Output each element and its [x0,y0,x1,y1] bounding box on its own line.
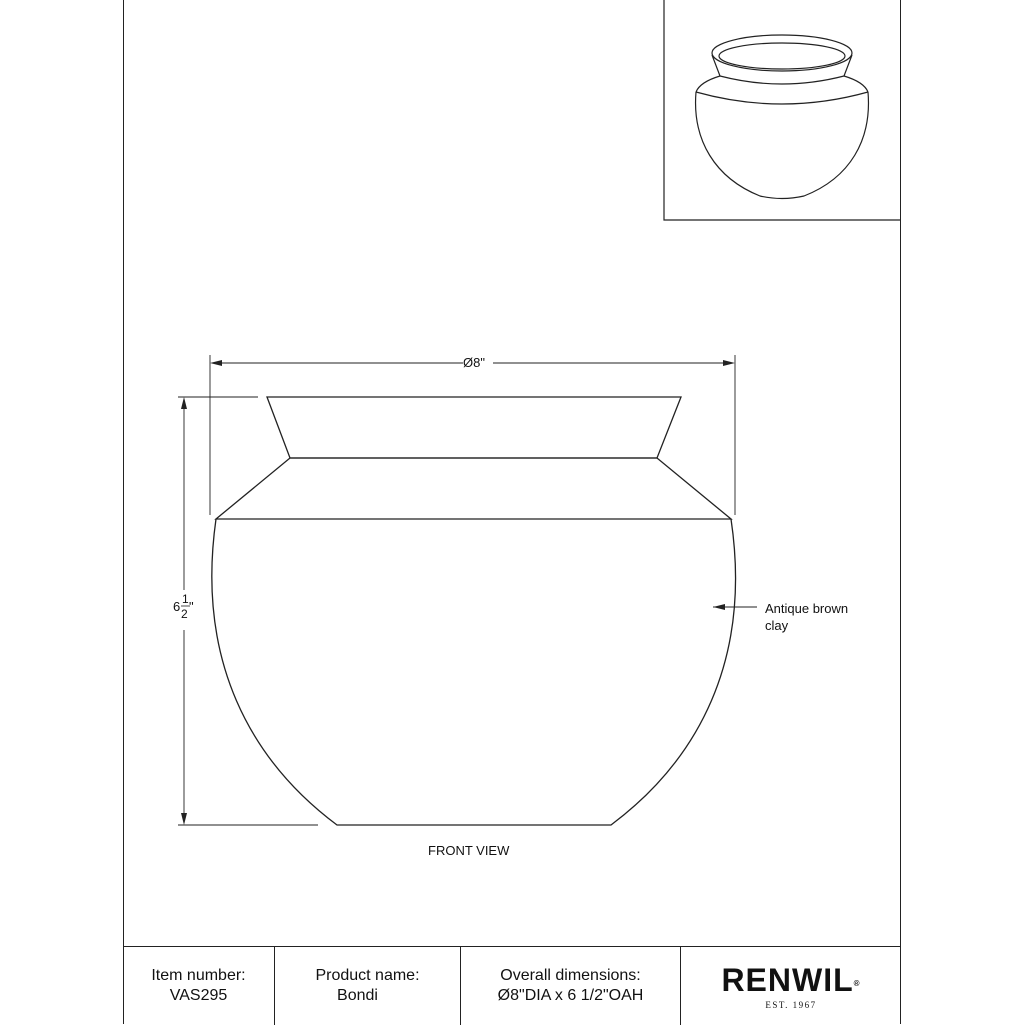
title-block [123,946,901,1024]
front-view [212,397,736,825]
vase-body [212,519,736,825]
product-name-cell [274,947,460,1025]
material-callout-line1: Antique brown [765,601,849,616]
product-name-label: Product name: [315,967,420,984]
perspective-shoulder-edge [696,92,868,104]
height-numerator-label: 1 [182,592,189,606]
perspective-frame [664,0,901,220]
item-number-label: Item number: [151,967,246,984]
perspective-body [696,92,869,199]
vase-neck [267,397,681,458]
perspective-rim-outer [712,35,852,71]
item-number-cell [123,947,274,1025]
arrow-bottom [181,813,187,825]
perspective-view [664,0,901,220]
logo-text: RENWIL [721,962,854,998]
renwil-logo [681,964,901,996]
arrow-right [723,360,735,366]
height-denominator-label: 2 [181,607,188,621]
overall-dimensions-value: Ø8"DIA x 6 1/2"OAH [497,987,644,1004]
view-label: FRONT VIEW [428,843,510,858]
item-number-value: VAS295 [169,987,228,1004]
logo-registered-mark: ® [853,979,861,988]
arrow-left [210,360,222,366]
width-dimension-label: Ø8" [463,355,485,370]
overall-dimensions-label: Overall dimensions: [500,967,641,984]
product-name-value: Bondi [337,987,378,1004]
logo-cell [680,947,901,1025]
arrow-top [181,397,187,409]
height-unit-label: " [189,599,194,614]
height-whole-label: 6 [173,599,181,614]
perspective-neck-base [720,76,844,84]
overall-dimensions-cell [460,947,680,1025]
vase-shoulder [216,458,731,519]
height-dimension [178,397,318,825]
width-dimension [210,355,735,515]
perspective-rim-inner [719,43,845,69]
material-callout-line2: clay [765,618,789,633]
logo-tagline: EST. 1967 [765,1000,817,1010]
